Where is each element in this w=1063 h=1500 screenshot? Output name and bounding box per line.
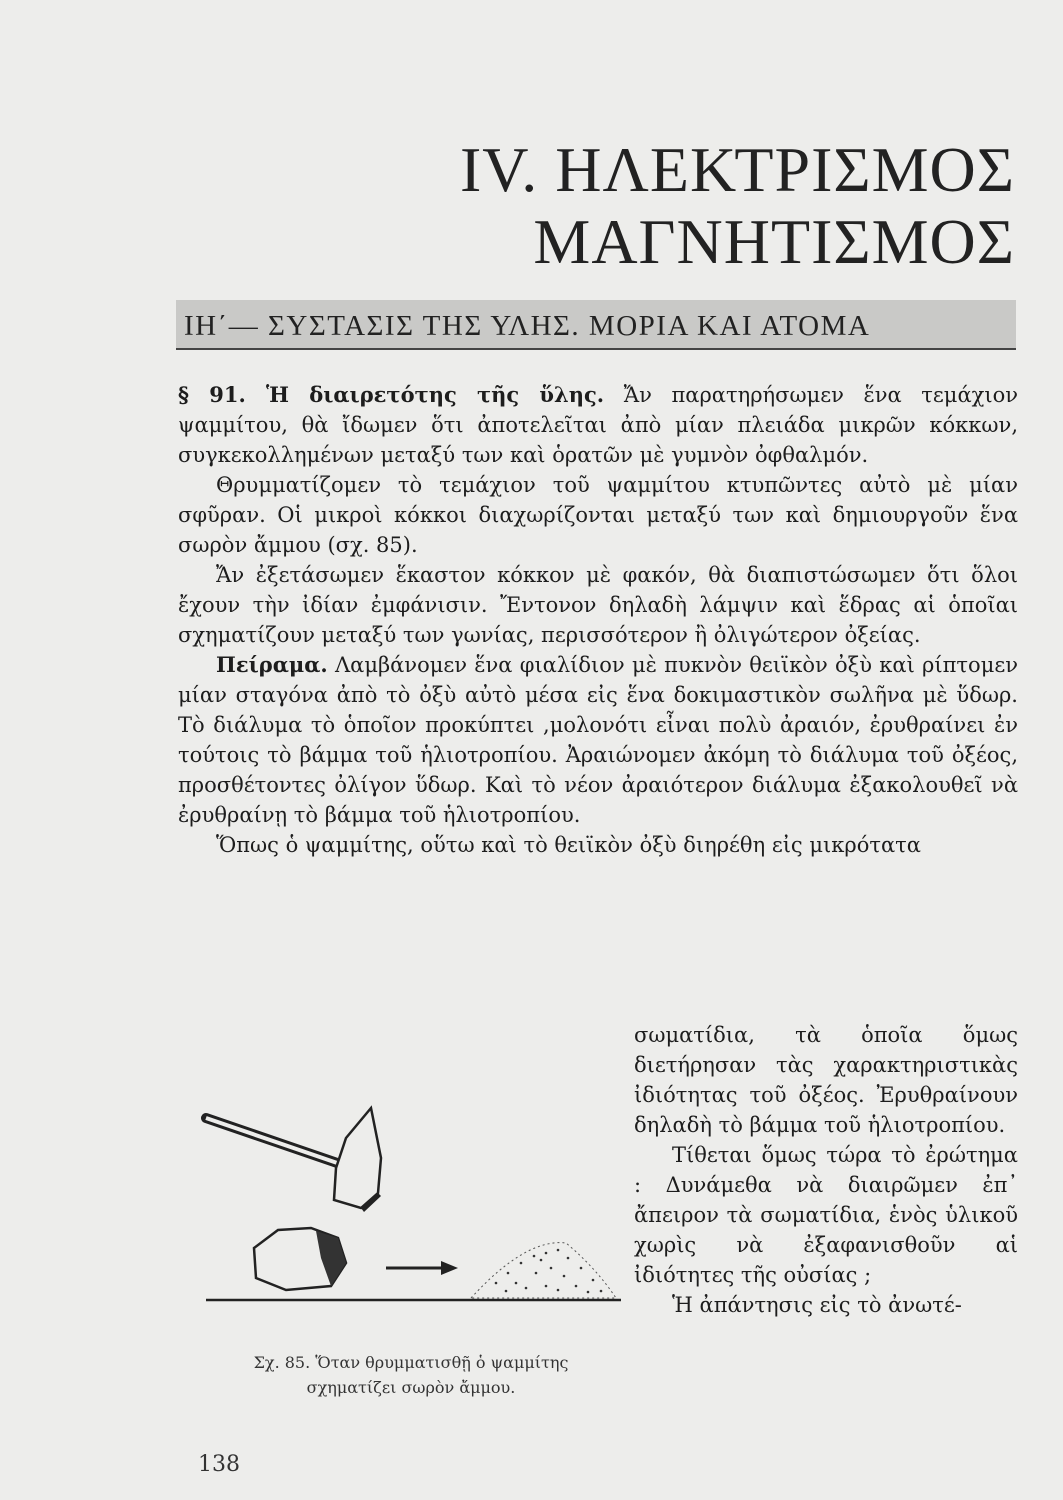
chapter-title-line2: ΜΑΓΝΗΤΙΣΜΟΣ [533,206,1015,277]
paragraph-division-start: Ὅπως ὁ ψαμμίτης, οὕτω καὶ τὸ θειϊκὸν ὀξὺ διηρέθη εἰς μικρότατα [216,833,921,857]
section-91-heading: § 91. Ἡ διαιρετότης τῆς ὕλης. [178,382,605,407]
caption-line2: σχηματίζει σωρὸν ἄμμου. [306,1378,516,1397]
paragraph-crushing: Θρυμματίζομεν τὸ τεμάχιον τοῦ ψαμμίτου κτυπῶντες αὐτὸ μὲ μίαν σφῦραν. Οἱ μικροὶ κόκκοι διαχωρίζονται μεταξύ των καὶ δημιουργοῦν ἕνα σωρὸν ἄμμου (σχ. 85). [178,473,1018,557]
paragraph-question: Τίθεται ὅμως τώρα τὸ ἐρώτημα : Δυνάμεθα νὰ διαιρῶμεν ἐπ᾽ ἄπειρον τὰ σωματίδια, ἑνὸς ὑλικοῦ χωρὶς νὰ ἐξαφανισθοῦν αἱ ἰδιότητες τῆς οὐσίας ; [634,1143,1018,1287]
paragraph-experiment [178,650,1018,830]
caption-line1: Σχ. 85. Ὅταν θρυμματισθῇ ὁ ψαμμίτης [253,1353,569,1372]
hammer-handle-highlight [206,1118,346,1166]
section-banner [176,300,1016,350]
hammer-head [334,1108,381,1208]
hammer-rock-sand-illustration [196,1098,626,1313]
paragraph-division-cont: σωματίδια, τὰ ὁποῖα ὅμως διετήρησαν τὰς χαρακτηριστικὰς ἰδιότητας τοῦ ὀξέος. Ἐρυθραίνουν δηλαδὴ τὸ βάμμα τοῦ ἡλιοτροπίου. [634,1023,1018,1137]
figure-85 [196,1098,626,1313]
experiment-heading: Πείραμα. [216,652,328,677]
experiment-text: Λαμβάνομεν ἕνα φιαλίδιον μὲ πυκνὸν θειϊκὸν ὀξὺ καὶ ρίπτομεν μίαν σταγόνα ἀπὸ τὸ ὀξὺ αὐτὸ μέσα εἰς ἕνα δοκιμαστικὸν σωλῆνα μὲ ὕδωρ. Τὸ διάλυμα τὸ ὁποῖον προκύπτει ,μολονότι εἶναι πολὺ ἀραιόν, ἐρυθραίνει ἐν τούτοις τὸ βάμμα τοῦ ἡλιοτροπίου. Ἀραιώνομεν ἀκόμη τὸ διάλυμα τοῦ ὀξέος, προσθέτοντες ὀλίγον ὕδωρ. Καὶ τὸ νέον ἀραιότερον διάλυμα ἐξακολουθεῖ νὰ ἐρυθραίνῃ τὸ βάμμα τοῦ ἡλιοτροπίου. [178,653,1018,827]
chapter-title-line1: IV. ΗΛΕΚΤΡΙΣΜΟΣ [459,134,1015,205]
arrow-head [441,1261,458,1275]
main-text [178,380,1018,860]
side-text-column [634,1020,1018,1320]
sand-pile [471,1243,616,1298]
page-number: 138 [198,1452,240,1477]
paragraph-answer: Ἡ ἀπάντησις εἰς τὸ ἀνωτέ- [672,1293,962,1317]
paragraph-lens: Ἄν ἐξετάσωμεν ἕκαστον κόκκον μὲ φακόν, θὰ διαπιστώσωμεν ὅτι ὅλοι ἔχουν τὴν ἰδίαν ἐμφάνισιν. Ἔντονον δηλαδὴ λάμψιν καὶ ἕδρας αἱ ὁποῖαι σχηματίζουν μεταξύ των γωνίας, περισσότερον ἢ ὀλιγώτερον ὀξείας. [178,563,1018,647]
paragraph-91-text: Ἄν παρατηρήσωμεν ἕνα τεμάχιον ψαμμίτου, θὰ ἴδωμεν ὅτι ἀποτελεῖται ἀπὸ μίαν πλειάδα μικρῶν κόκκων, συγκεκολλημένων μεταξύ των καὶ ὁρατῶν μὲ γυμνὸν ὀφθαλμόν. [178,383,1018,467]
figure-caption [196,1350,626,1400]
paragraph-91 [178,380,1018,470]
section-heading: ΙΗ΄— ΣΥΣΤΑΣΙΣ ΤΗΣ ΥΛΗΣ. ΜΟΡΙΑ ΚΑΙ ΑΤΟΜΑ [184,310,871,342]
